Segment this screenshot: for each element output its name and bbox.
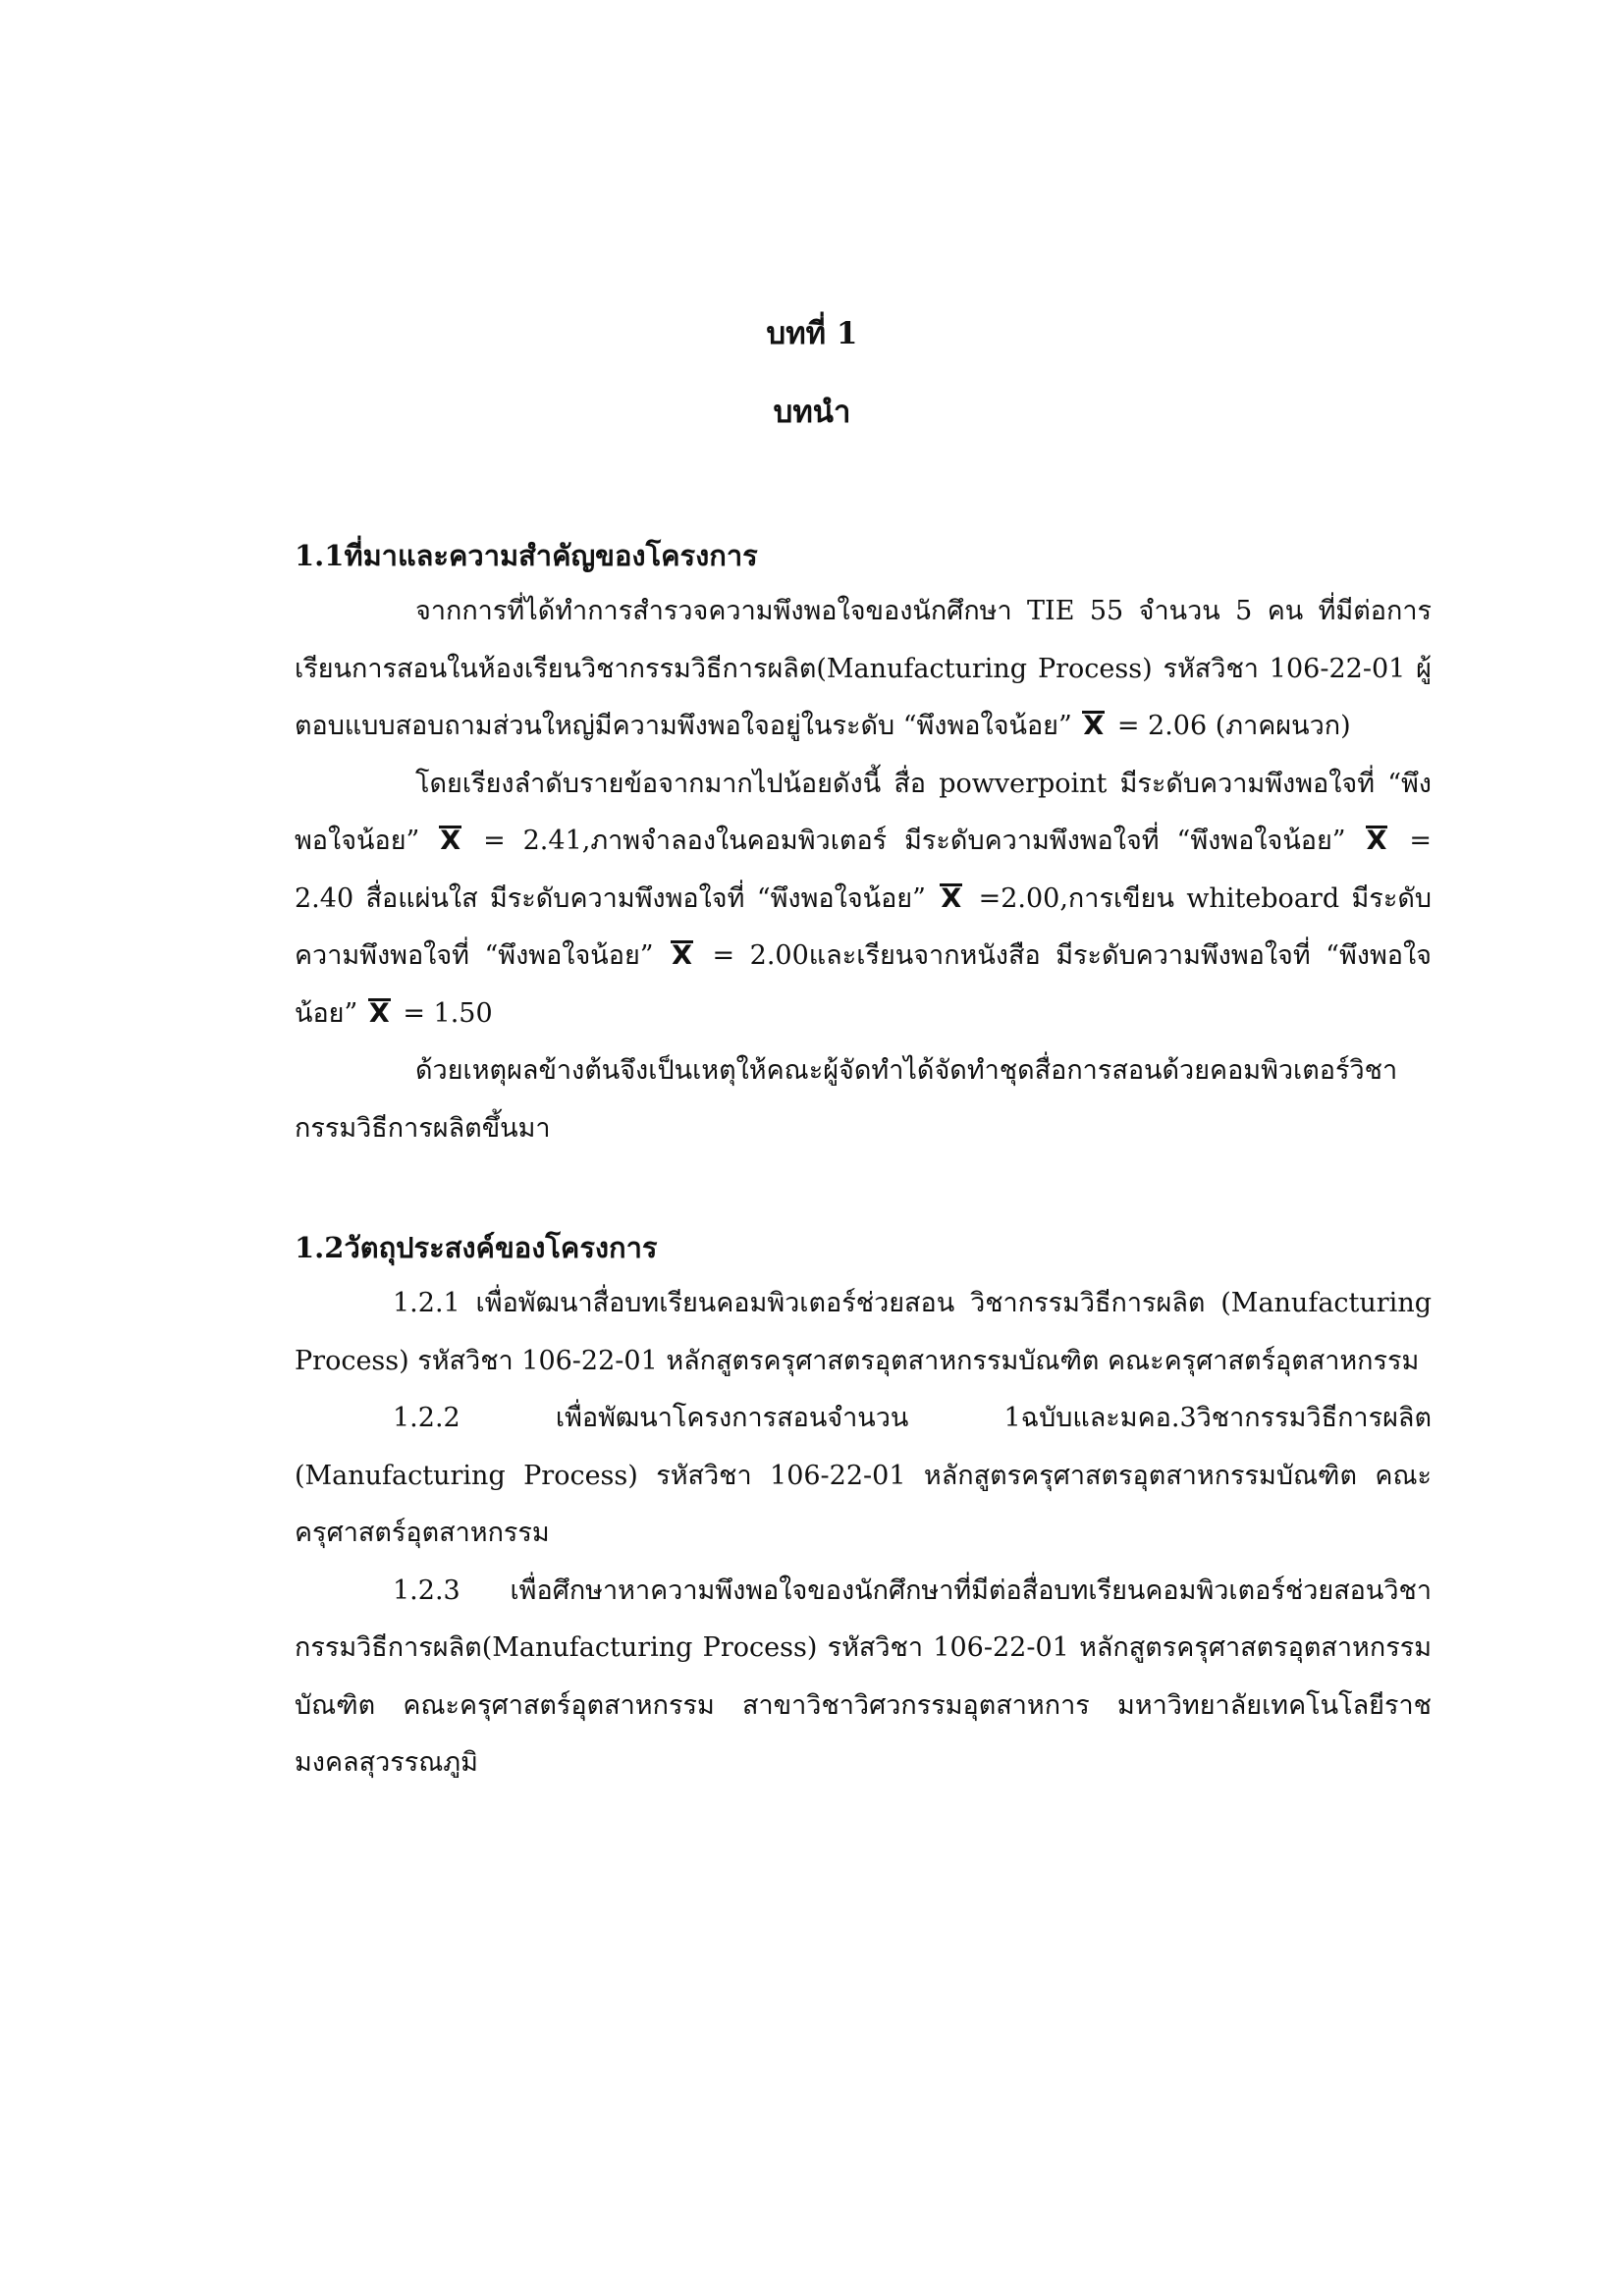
x-bar-symbol: X bbox=[1366, 826, 1387, 856]
objective-item-1: 1.2.1 เพื่อพัฒนาสื่อบทเรียนคอมพิวเตอร์ช่วยสอน วิชากรรมวิธีการผลิต (Manufacturing Process) รหัสวิชา 106-22-01 หลักสูตรครุศาสตรอุตสาหกรรมบัณฑิต คณะครุศาสตร์อุตสาหกรรม bbox=[295, 1288, 1432, 1376]
paragraph-reason: ด้วยเหตุผลข้างต้นจึงเป็นเหตุให้คณะผู้จัดทำได้จัดทำชุดสื่อการสอนด้วยคอมพิวเตอร์วิชากรรมวิธีการผลิตขึ้นมา bbox=[295, 1055, 1398, 1144]
chapter-title: บทนำ bbox=[773, 395, 851, 430]
section-heading-1-1: 1.1ที่มาและความสำคัญของโครงการ bbox=[295, 539, 758, 572]
section-heading-1-2: 1.2วัตถุประสงค์ของโครงการ bbox=[295, 1231, 658, 1264]
objective-item-2: 1.2.2 เพื่อพัฒนาโครงการสอนจำนวน 1ฉบับและมคอ.3วิชากรรมวิธีการผลิต (Manufacturing Process) รหัสวิชา 106-22-01 หลักสูตรครุศาสตรอุตสาหกรรมบัณฑิต คณะครุศาสตร์อุตสาหกรรม bbox=[295, 1403, 1432, 1548]
objective-item-3: 1.2.3 เพื่อศึกษาหาความพึงพอใจของนักศึกษาที่มีต่อสื่อบทเรียนคอมพิวเตอร์ช่วยสอนวิชากรรมวิธีการผลิต(Manufacturing Process) รหัสวิชา 106-22-01 หลักสูตรครุศาสตรอุตสาหกรรมบัณฑิต คณะครุศาสตร์อุตสาหกรรม สาขาวิชาวิศวกรรมอุตสาหการ มหาวิทยาลัยเทคโนโลยีราชมงคลสุวรรณภูมิ bbox=[295, 1575, 1432, 1778]
x-bar-symbol: X bbox=[440, 826, 461, 856]
paragraph-text: = 1.50 bbox=[403, 997, 493, 1029]
paragraph-text: โดยเรียงลำดับรายข้อจากมากไปน้อยดังนี้ สื่อ powverpoint มีระดับความพึงพอใจที่ “พึงพอใจน้อย” bbox=[295, 768, 1432, 856]
paragraph-text: = 2.41,ภาพจำลองในคอมพิวเตอร์ มีระดับความพึงพอใจที่ “พึงพอใจน้อย” bbox=[483, 826, 1346, 856]
paragraph-text: = 2.40 สื่อแผ่นใส มีระดับความพึงพอใจที่ “พึงพอใจน้อย” bbox=[295, 826, 1432, 914]
x-bar-symbol: X bbox=[941, 882, 962, 914]
paragraph-survey bbox=[295, 583, 1432, 756]
document-body bbox=[295, 528, 1432, 1792]
chapter-number: บทที่ 1 bbox=[766, 316, 858, 351]
x-bar-symbol: X bbox=[672, 940, 692, 971]
x-bar-symbol: X bbox=[1083, 711, 1105, 741]
paragraph-ranking bbox=[295, 756, 1432, 1043]
paragraph-text: = 2.00และเรียนจากหนังสือ มีระดับความพึงพอใจที่ “พึงพอใจน้อย” bbox=[295, 940, 1432, 1029]
x-bar-symbol: X bbox=[368, 997, 390, 1029]
section-spacer bbox=[295, 1157, 1432, 1220]
paragraph-text: จากการที่ได้ทำการสำรวจความพึงพอใจของนักศึกษา TIE 55 จำนวน 5 คน ที่มีต่อการเรียนการสอนในห้องเรียนวิชากรรมวิธีการผลิต(Manufacturing Process) รหัสวิชา 106-22-01 ผู้ตอบแบบสอบถามส่วนใหญ่มีความพึงพอใจอยู่ในระดับ “พึงพอใจน้อย” bbox=[295, 596, 1432, 741]
paragraph-text: = 2.06 (ภาคผนวก) bbox=[1116, 711, 1351, 741]
paragraph-text: =2.00,การเขียน whiteboard มีระดับความพึงพอใจที่ “พึงพอใจน้อย” bbox=[295, 882, 1432, 971]
